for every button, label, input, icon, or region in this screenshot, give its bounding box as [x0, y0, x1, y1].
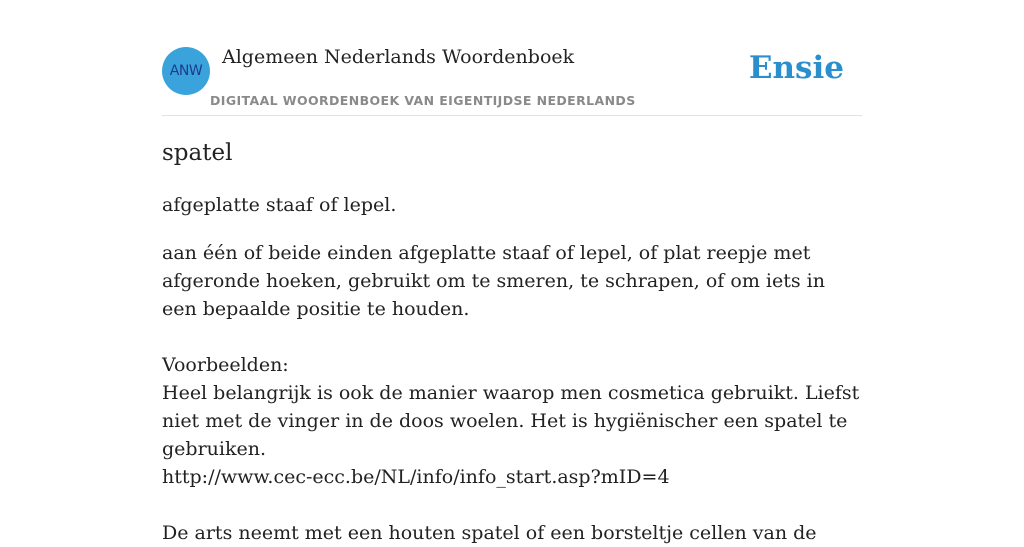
entry-body	[162, 239, 862, 547]
example-text: De arts neemt met een houten spatel of een borsteltje cellen van de	[162, 522, 817, 544]
examples-label: Voorbeelden:	[162, 354, 289, 376]
example-text: Heel belangrijk is ook de manier waarop men cosmetica gebruikt. Liefst niet met de vinger in de doos woelen. Het is hygiënischer een spatel te gebruiken.	[162, 382, 860, 460]
ensie-brand-logo[interactable]: Ensie	[748, 50, 844, 86]
entry-short-definition: afgeplatte staaf of lepel.	[162, 194, 397, 216]
example-source: http://www.cec-ecc.be/NL/info/info_start.asp?mID=4	[162, 466, 670, 488]
page-container	[162, 0, 862, 544]
site-header	[162, 0, 862, 116]
spacer	[162, 323, 862, 351]
spacer	[162, 491, 862, 519]
site-title[interactable]: Algemeen Nederlands Woordenboek	[222, 46, 575, 68]
entry-headword: spatel	[162, 140, 233, 166]
entry-definition: aan één of beide einden afgeplatte staaf of lepel, of plat reepje met afgeronde hoeken, gebruikt om te smeren, te schrapen, of om iets in een bepaalde positie te houden.	[162, 242, 825, 320]
logo-text: ANW	[169, 63, 203, 79]
anw-logo[interactable]	[162, 47, 210, 95]
site-subtitle: DIGITAAL WOORDENBOEK VAN EIGENTIJDSE NEDERLANDS	[210, 93, 636, 108]
